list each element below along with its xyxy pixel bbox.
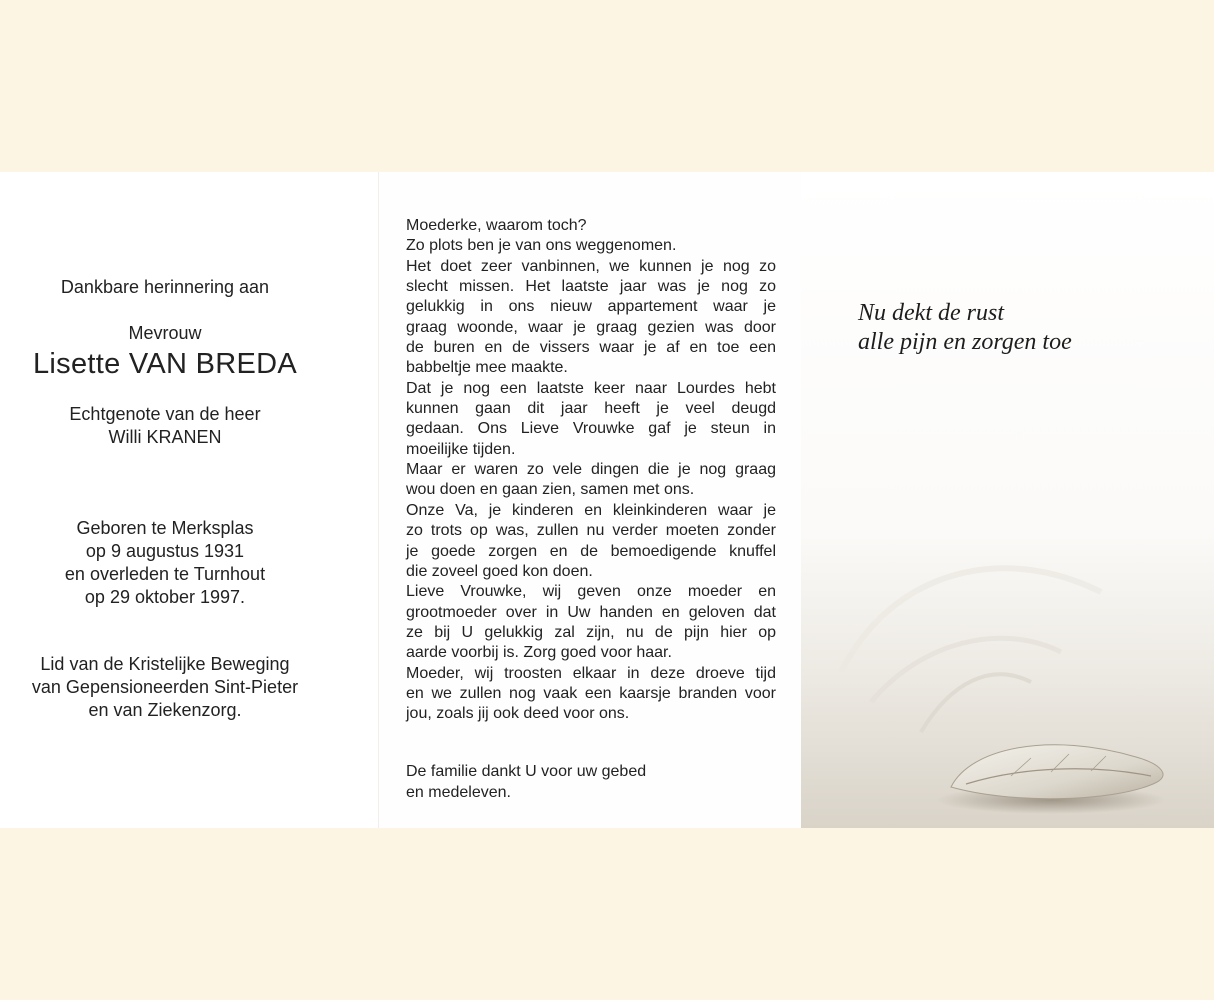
text-line: wou doen en gaan zien, samen met ons. [406,481,695,499]
spouse-line-2: Willi KRANEN [108,427,222,447]
quote [858,299,1072,357]
membership-line-2: van Gepensioneerden Sint-Pieter [31,677,299,697]
text-line: Het doet zeer vanbinnen, we kunnen je nog zo [406,257,776,275]
closing-line-2: en medeleven. [406,783,511,801]
quote-line-2: alle pijn en zorgen toe [858,329,1072,355]
text-line: gedaan. Ons Lieve Vrouwke gaf je steun in [406,420,776,438]
right-panel [801,172,1214,828]
text-line: zo trots op was, zullen nu verder moeten zonder [406,522,776,540]
text-line: gelukkig in ons nieuw appartement waar je [406,298,776,316]
text-line: die zoveel goed kon doen. [406,562,593,580]
text-line: Maar er waren zo vele dingen die je nog graag [406,461,776,479]
text-line: graag woonde, waar je graag gezien was door [406,318,776,336]
text-line: Moeder, wij troosten elkaar in deze droeve tijd [406,664,776,682]
death-line-1: en overleden te Turnhout [64,564,266,584]
honorific: Mevrouw [128,323,202,343]
leaf-illustration-icon [801,532,1214,828]
text-line: Lieve Vrouwke, wij geven onze moeder en [406,583,776,601]
birth-line-2: op 9 augustus 1931 [85,541,245,561]
text-line: en we zullen nog vaak een kaarsje branden voor [406,684,776,702]
text-line: grootmoeder over in Uw handen en geloven dat [406,603,776,621]
text-line: moeilijke tijden. [406,440,516,458]
text-line: slecht missen. Het laatste jaar was je nog zo [406,278,776,296]
membership-line-1: Lid van de Kristelijke Beweging [40,654,290,674]
text-line: ze bij U gelukkig zal zijn, nu de pijn hier op [406,623,776,641]
memorial-text [406,216,776,725]
text-line: Onze Va, je kinderen en kleinkinderen waar je [406,501,776,519]
deceased-name: Lisette VAN BREDA [32,348,298,380]
text-line: babbeltje mee maakte. [406,359,568,377]
membership-line-3: en van Ziekenzorg. [88,700,242,720]
text-line: jou, zoals jij ook deed voor ons. [406,705,630,723]
birth-line-1: Geboren te Merksplas [76,518,254,538]
text-line: Zo plots ben je van ons weggenomen. [406,237,677,255]
intro-text: Dankbare herinnering aan [60,277,270,297]
middle-panel [378,172,802,828]
closing-text [406,762,776,803]
closing-line-1: De familie dankt U voor uw gebed [406,763,647,780]
text-line: de buren en de vissers waar je af en toe een [406,339,776,357]
text-line: Moederke, waarom toch? [406,217,587,234]
memorial-card [0,172,1214,828]
text-line: aarde voorbij is. Zorg goed voor haar. [406,644,672,662]
death-line-2: op 29 oktober 1997. [84,587,246,607]
left-panel [0,172,378,828]
spouse-line-1: Echtgenote van de heer [69,404,261,424]
text-line: kunnen gaan dit jaar heeft je veel deugd [406,400,776,418]
text-line: je goede zorgen en de bemoedigende knuffel [406,542,776,560]
text-line: Dat je nog een laatste keer naar Lourdes hebt [406,379,776,397]
quote-line-1: Nu dekt de rust [858,300,1004,326]
